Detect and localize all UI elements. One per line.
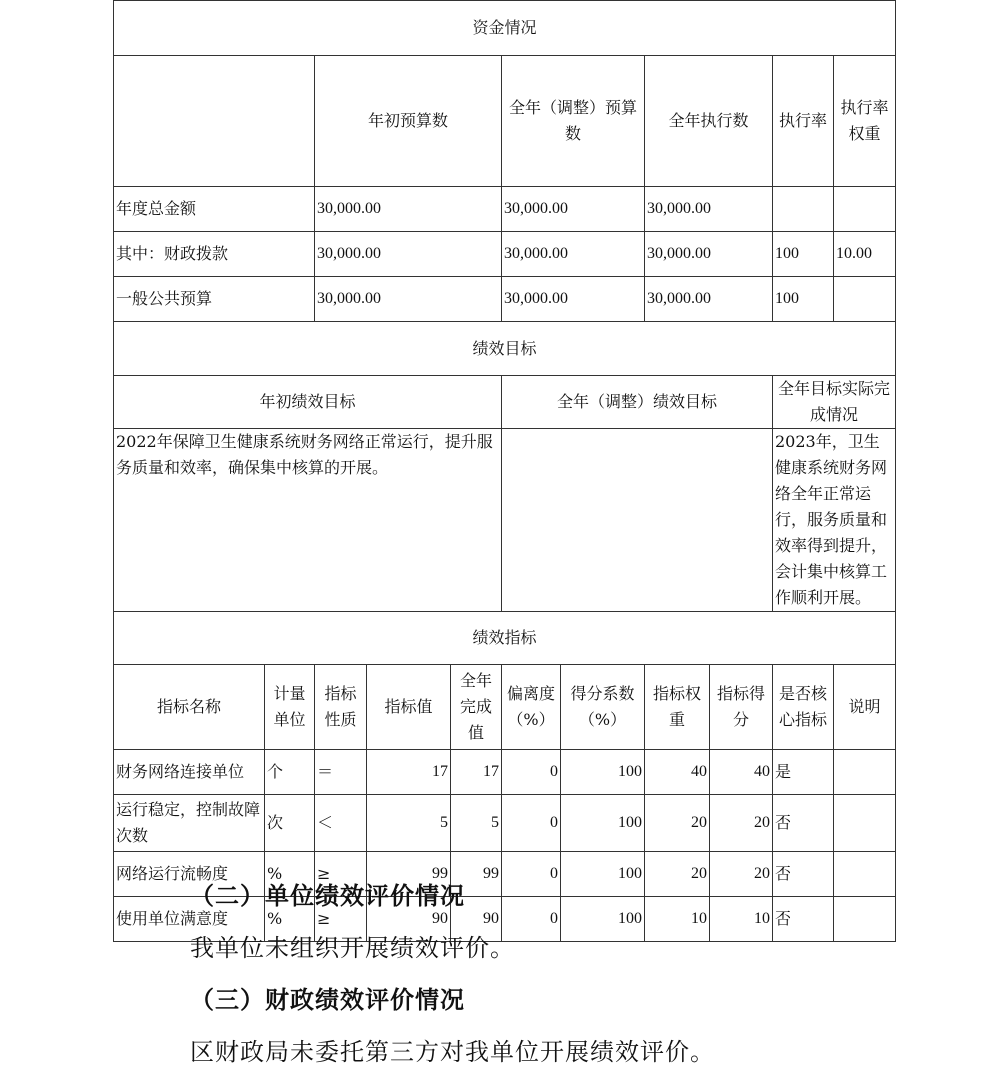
funds-row-initial: 30,000.00 xyxy=(315,187,502,232)
ind-done: 90 xyxy=(451,897,502,942)
ind-score: 40 xyxy=(710,750,773,795)
ind-score: 20 xyxy=(710,852,773,897)
ind-header-nature: 指标性质 xyxy=(315,665,367,750)
table-row xyxy=(114,795,896,852)
ind-dev: 0 xyxy=(502,750,561,795)
ind-target: 99 xyxy=(367,852,451,897)
ind-core: 否 xyxy=(773,897,834,942)
section-body: 我单位未组织开展绩效评价。 xyxy=(190,934,515,962)
ind-score: 10 xyxy=(710,897,773,942)
funds-row-executed: 30,000.00 xyxy=(645,187,773,232)
goals-header-adjusted: 全年（调整）绩效目标 xyxy=(502,376,773,429)
ind-target: 90 xyxy=(367,897,451,942)
ind-note xyxy=(834,795,896,852)
ind-header-unit: 计量单位 xyxy=(265,665,315,750)
ind-header-score: 指标得分 xyxy=(710,665,773,750)
ind-coef: 100 xyxy=(561,852,645,897)
funds-header-adjusted: 全年（调整）预算数 xyxy=(502,56,645,187)
ind-header-done: 全年完成值 xyxy=(451,665,502,750)
funds-row-executed: 30,000.00 xyxy=(645,277,773,322)
goals-header-initial: 年初绩效目标 xyxy=(114,376,502,429)
funds-row-adjusted: 30,000.00 xyxy=(502,232,645,277)
ind-done: 5 xyxy=(451,795,502,852)
funds-title: 资金情况 xyxy=(114,1,896,56)
table-row xyxy=(114,750,896,795)
ind-header-note: 说明 xyxy=(834,665,896,750)
funds-header-executed: 全年执行数 xyxy=(645,56,773,187)
funds-row-adjusted: 30,000.00 xyxy=(502,187,645,232)
ind-weight: 10 xyxy=(645,897,710,942)
funds-row-rate: 100 xyxy=(773,232,834,277)
ind-unit: 个 xyxy=(265,750,315,795)
funds-row-initial: 30,000.00 xyxy=(315,232,502,277)
funds-row-rate: 100 xyxy=(773,277,834,322)
ind-dev: 0 xyxy=(502,795,561,852)
ind-nature: ＝ xyxy=(315,750,367,795)
table-row xyxy=(114,187,896,232)
section-body: 区财政局未委托第三方对我单位开展绩效评价。 xyxy=(190,1038,715,1066)
funds-header-initial: 年初预算数 xyxy=(315,56,502,187)
indicators-title: 绩效指标 xyxy=(114,612,896,665)
ind-name: 使用单位满意度 xyxy=(114,897,265,942)
ind-dev: 0 xyxy=(502,852,561,897)
ind-nature: ＜ xyxy=(315,795,367,852)
ind-score: 20 xyxy=(710,795,773,852)
funds-row-initial: 30,000.00 xyxy=(315,277,502,322)
section-heading: （二）单位绩效评价情况 xyxy=(190,881,465,910)
funds-row-label: 年度总金额 xyxy=(114,187,315,232)
goals-initial-text: 2022年保障卫生健康系统财务网络正常运行，提升服务质量和效率，确保集中核算的开展。 xyxy=(114,429,502,612)
funds-row-weight xyxy=(834,277,896,322)
ind-header-coef: 得分系数（%） xyxy=(561,665,645,750)
goals-header-actual: 全年目标实际完成情况 xyxy=(773,376,896,429)
funds-row-label: 一般公共预算 xyxy=(114,277,315,322)
ind-weight: 40 xyxy=(645,750,710,795)
ind-name: 财务网络连接单位 xyxy=(114,750,265,795)
ind-dev: 0 xyxy=(502,897,561,942)
ind-unit: % xyxy=(265,897,315,942)
goals-actual-text: 2023年，卫生健康系统财务网络全年正常运行，服务质量和效率得到提升，会计集中核算工作顺利开展。 xyxy=(773,429,896,612)
ind-core: 否 xyxy=(773,852,834,897)
funds-header-weight: 执行率权重 xyxy=(834,56,896,187)
ind-nature: ≥ xyxy=(315,852,367,897)
ind-note xyxy=(834,750,896,795)
ind-note xyxy=(834,897,896,942)
funds-row-executed: 30,000.00 xyxy=(645,232,773,277)
ind-core: 是 xyxy=(773,750,834,795)
goals-adjusted-text xyxy=(502,429,773,612)
funds-row-adjusted: 30,000.00 xyxy=(502,277,645,322)
funds-row-rate xyxy=(773,187,834,232)
ind-name: 运行稳定，控制故障次数 xyxy=(114,795,265,852)
funds-header-rate: 执行率 xyxy=(773,56,834,187)
funds-header-blank xyxy=(114,56,315,187)
ind-weight: 20 xyxy=(645,852,710,897)
funds-row-label: 其中：财政拨款 xyxy=(114,232,315,277)
ind-core: 否 xyxy=(773,795,834,852)
ind-unit: 次 xyxy=(265,795,315,852)
table-row xyxy=(114,232,896,277)
ind-header-dev: 偏离度（%） xyxy=(502,665,561,750)
ind-target: 5 xyxy=(367,795,451,852)
ind-note xyxy=(834,852,896,897)
ind-header-target: 指标值 xyxy=(367,665,451,750)
performance-table xyxy=(113,0,896,942)
ind-coef: 100 xyxy=(561,795,645,852)
ind-name: 网络运行流畅度 xyxy=(114,852,265,897)
ind-coef: 100 xyxy=(561,750,645,795)
table-row xyxy=(114,277,896,322)
ind-header-name: 指标名称 xyxy=(114,665,265,750)
funds-row-weight: 10.00 xyxy=(834,232,896,277)
ind-done: 99 xyxy=(451,852,502,897)
section-heading: （三）财政绩效评价情况 xyxy=(190,985,465,1014)
ind-unit: % xyxy=(265,852,315,897)
funds-row-weight xyxy=(834,187,896,232)
goals-title: 绩效目标 xyxy=(114,322,896,376)
ind-nature: ≥ xyxy=(315,897,367,942)
ind-coef: 100 xyxy=(561,897,645,942)
ind-header-core: 是否核心指标 xyxy=(773,665,834,750)
ind-done: 17 xyxy=(451,750,502,795)
ind-weight: 20 xyxy=(645,795,710,852)
ind-header-weight: 指标权重 xyxy=(645,665,710,750)
ind-target: 17 xyxy=(367,750,451,795)
